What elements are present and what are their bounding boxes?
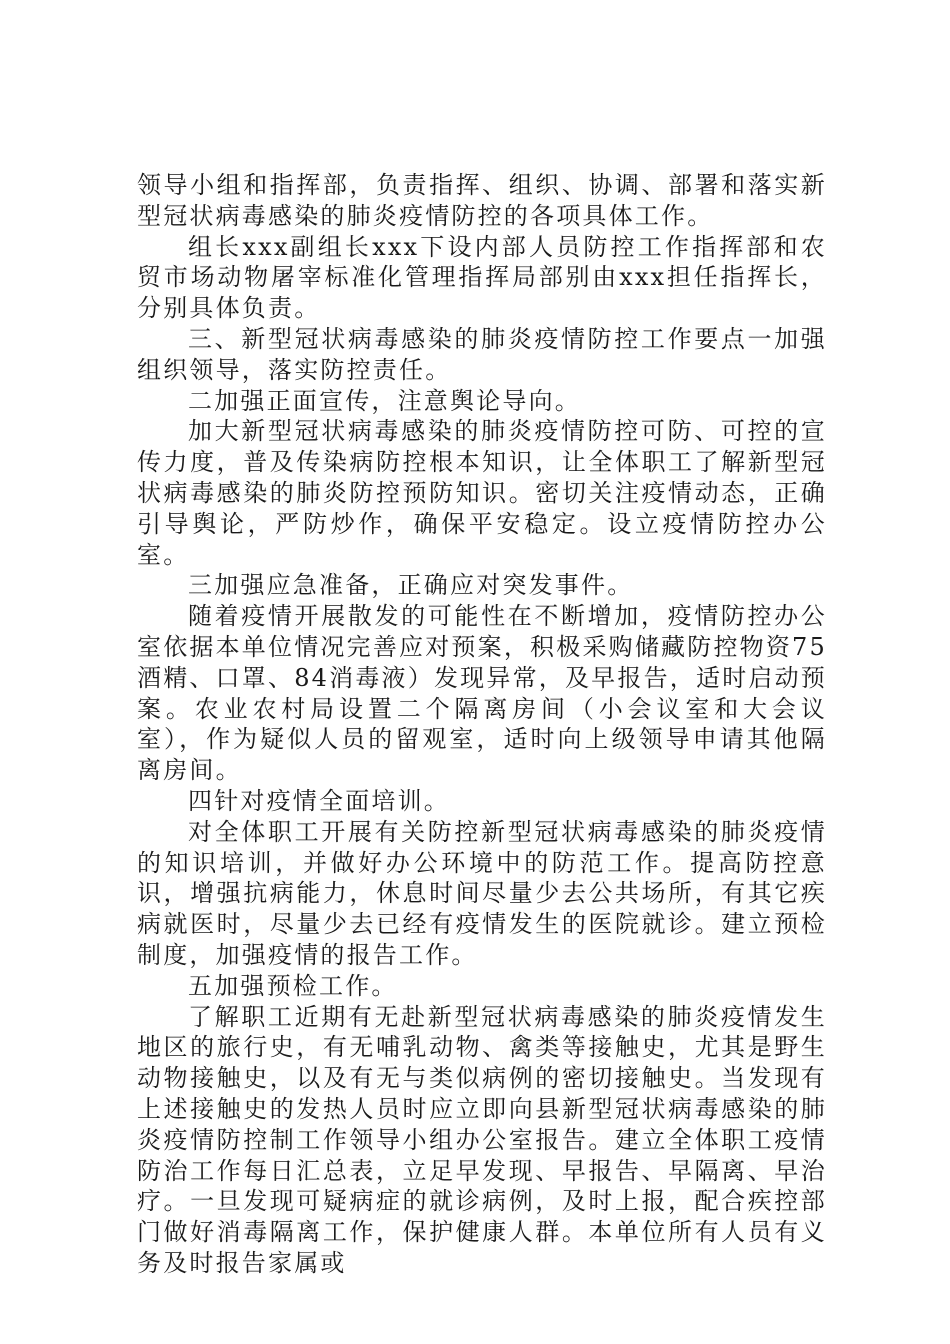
paragraph-6: 三加强应急准备，正确应对突发事件。 xyxy=(188,571,634,600)
paragraph-2: 组长xxx副组长xxx下设内部人员防控工作指挥部和农贸市场动物屠宰标准化管理指挥局部别由xxx担任指挥长，分别具体负责。 xyxy=(137,232,827,323)
paragraph-10: 五加强预检工作。 xyxy=(188,971,398,1000)
paragraph-7: 随着疫情开展散发的可能性在不断增加，疫情防控办公室依据本单位情况完善应对预案，积极采购储藏防控物资75酒精、口罩、84消毒液）发现异常，及早报告，适时启动预案。农业农村局设置二个隔离房间（小会议室和大会议室），作为疑似人员的留观室，适时向上级领导申请其他隔离房间。 xyxy=(137,602,827,785)
paragraph-8: 四针对疫情全面培训。 xyxy=(188,786,450,815)
document-body xyxy=(137,170,827,1279)
paragraph-4: 二加强正面宣传，注意舆论导向。 xyxy=(188,386,581,415)
paragraph-5: 加大新型冠状病毒感染的肺炎疫情防控可防、可控的宣传力度，普及传染病防控根本知识，让全体职工了解新型冠状病毒感染的肺炎防控预防知识。密切关注疫情动态，正确引导舆论，严防炒作，确保平安稳定。设立疫情防控办公室。 xyxy=(137,417,827,569)
paragraph-1: 领导小组和指挥部，负责指挥、组织、协调、部署和落实新型冠状病毒感染的肺炎疫情防控的各项具体工作。 xyxy=(137,171,827,230)
paragraph-11: 了解职工近期有无赴新型冠状病毒感染的肺炎疫情发生地区的旅行史，有无哺乳动物、禽类等接触史，尤其是野生动物接触史，以及有无与类似病例的密切接触史。当发现有上述接触史的发热人员时应立即向县新型冠状病毒感染的肺炎疫情防控制工作领导小组办公室报告。建立全体职工疫情防治工作每日汇总表，立足早发现、早报告、早隔离、早治疗。一旦发现可疑病症的就诊病例，及时上报，配合疾控部门做好消毒隔离工作，保护健康人群。本单位所有人员有义务及时报告家属或 xyxy=(137,1002,827,1277)
paragraph-3: 三、新型冠状病毒感染的肺炎疫情防控工作要点一加强组织领导，落实防控责任。 xyxy=(137,324,827,384)
paragraph-9: 对全体职工开展有关防控新型冠状病毒感染的肺炎疫情的知识培训，并做好办公环境中的防范工作。提高防控意识，增强抗病能力，休息时间尽量少去公共场所，有其它疾病就医时，尽量少去已经有疫情发生的医院就诊。建立预检制度，加强疫情的报告工作。 xyxy=(137,817,827,969)
